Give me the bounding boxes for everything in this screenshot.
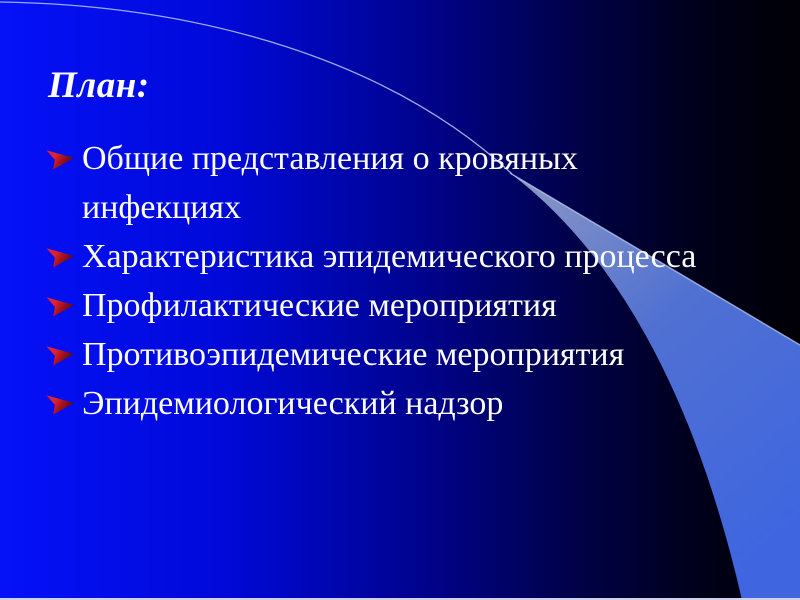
page-title: План: [48,65,150,106]
arrow-bullet-icon [46,245,74,268]
bullet-text-line: Противоэпидемические мероприятия [82,336,625,373]
arrow-bullet-icon [46,294,74,317]
list-item [46,330,770,379]
list-item [46,281,770,330]
arrow-bullet-icon [46,147,74,170]
arrow-bullet-icon [46,343,74,366]
list-item [46,232,770,281]
list-item [46,134,770,232]
bullet-text-line: Профилактические мероприятия [82,287,557,324]
arrow-bullet-icon [46,392,74,415]
bullet-text-line: инфекциях [82,189,242,226]
bullet-text-line: Эпидемиологический надзор [82,385,504,422]
bullet-text-line: Общие представления о кровяных [82,140,578,177]
bullet-list [46,134,770,428]
list-item [46,379,770,428]
bullet-text-line: Характеристика эпидемического процесса [82,238,697,275]
